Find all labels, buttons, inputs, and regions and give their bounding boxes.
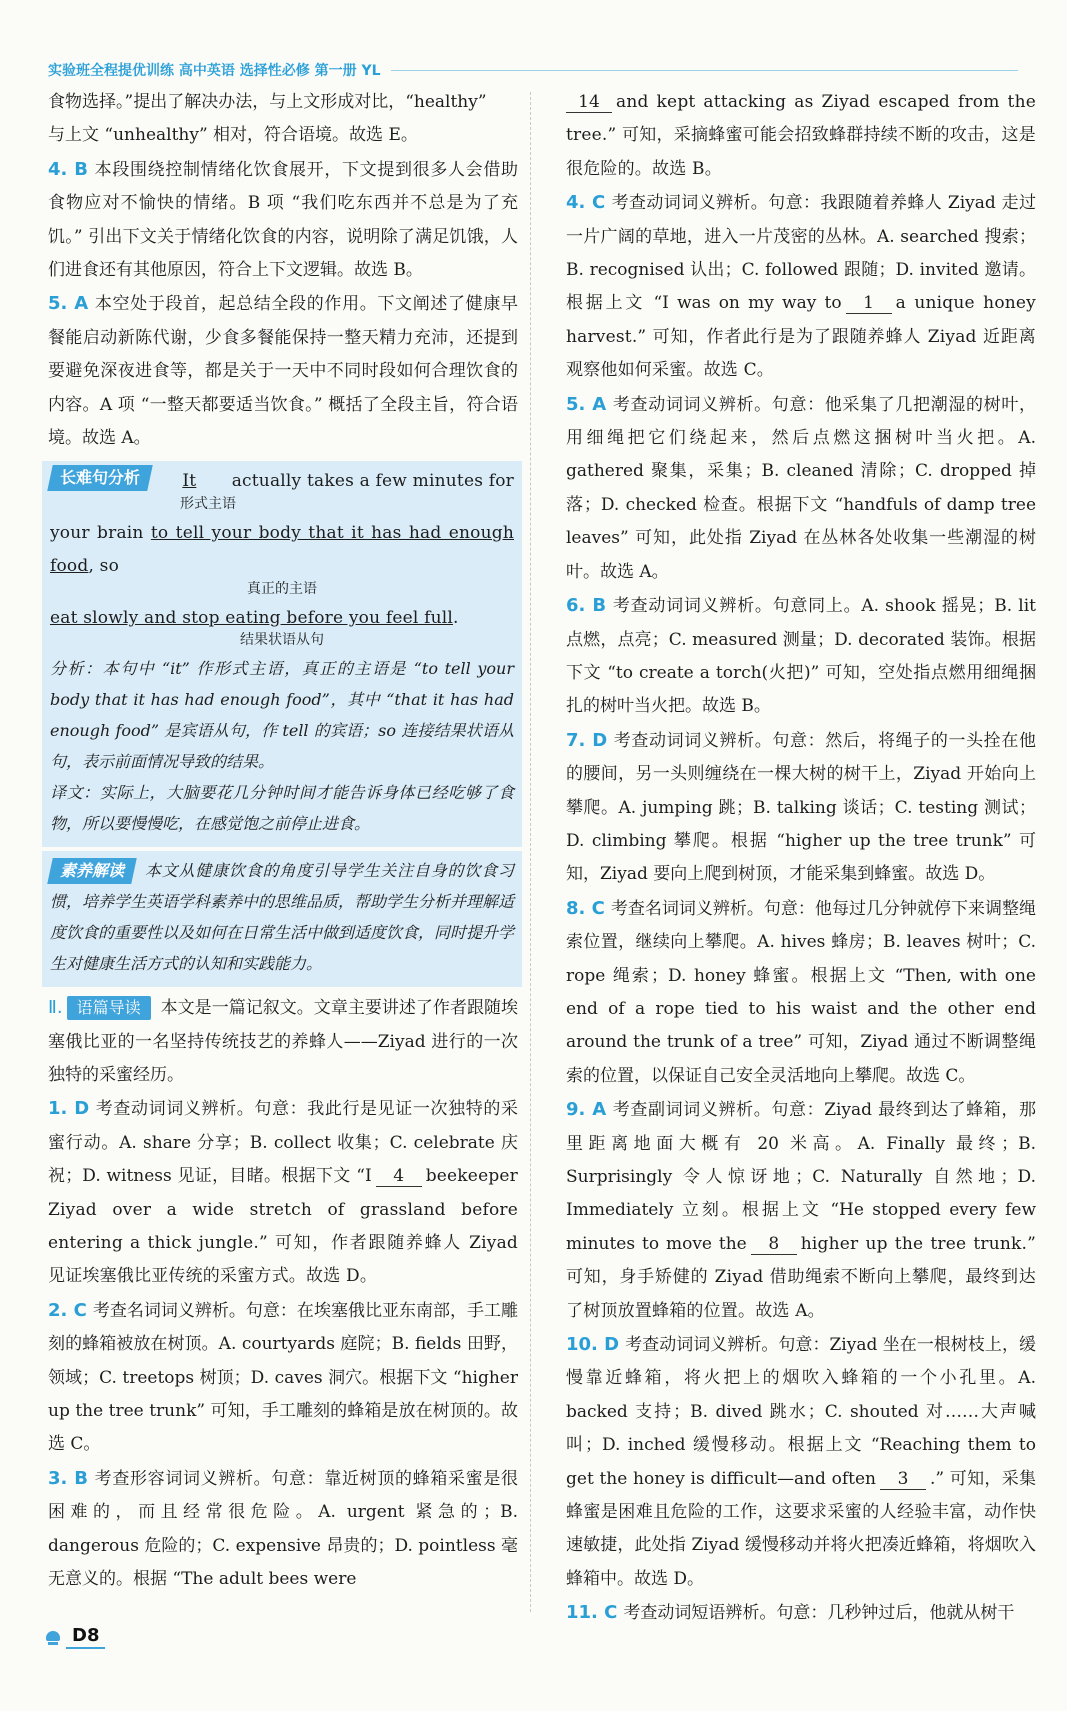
answer-item-3 — [48, 1462, 518, 1597]
answer-text: 考查动词短语辨析。句意：几秒钟过后，他就从树干 — [623, 1603, 1015, 1624]
header-title: 实验班全程提优训练 高中英语 选择性必修 第一册 YL — [48, 63, 381, 79]
sentence-line-3: eat slowly and stop eating before you feel full. — [50, 607, 459, 628]
sentence-line-2: your brain to tell your body that it has had enough food, so — [50, 522, 514, 577]
answer-text: 考查名词词义辨析。句意：他每过几分钟就停下来调整绳索位置，继续向上攀爬。A. hives 蜂房；B. leaves 树叶；C. rope 绳索；D. honey 蜂蜜。根据上文 “Then, with one end of a rope tied to his waist and the other end around the trunk of a tree” 可知，Ziyad 通过不断调整绳索的位置，以保证自己安全灵活地向上攀爬。故选 C。 — [566, 898, 1037, 1086]
answer-number: 8. C — [566, 897, 605, 919]
blank-ref: 14 — [566, 92, 612, 113]
result-clause: eat slowly and stop eating before you feel full — [50, 607, 453, 628]
answer-number: 11. C — [566, 1602, 618, 1624]
answer-number: 3. B — [48, 1467, 89, 1489]
answer-item-5 — [48, 287, 518, 455]
blank-ref: 3 — [880, 1469, 926, 1490]
answer-number: 7. D — [566, 729, 608, 751]
formal-subject: It — [182, 471, 197, 492]
note-real-subject: 真正的主语 — [247, 580, 317, 597]
intro-line-1: 食物选择。”提出了解决办法，与上文形成对比，“healthy” — [48, 92, 487, 112]
answer-text: 本空处于段首，起总结全段的作用。下文阐述了健康早餐能启动新陈代谢，少食多餐能保持一整天精力充沛，还提到要避免深夜进食等，都是关于一天中不同时段如何合理饮食的内容。A 项 “一整天都要适当饮食。” 概括了全段主旨，符合语境。故选 A。 — [48, 294, 518, 449]
blank-ref: 4 — [376, 1166, 422, 1187]
translation-text: 译文：实际上，大脑要花几分钟时间才能告诉身体已经吃够了食物，所以要慢慢吃，在感觉饱之前停止进食。 — [50, 783, 514, 834]
answer-item-5 — [566, 388, 1036, 589]
page-marker-icon — [46, 1629, 62, 1645]
right-column — [566, 86, 1036, 1631]
answer-item-6 — [566, 589, 1036, 724]
page-number: D8 — [66, 1625, 105, 1649]
sentence-line-1 — [50, 465, 514, 498]
answer-text: 考查动词词义辨析。句意：然后，将绳子的一头拴在他的腰间，另一头则缠绕在一棵大树的树干上，Ziyad 开始向上攀爬。A. jumping 跳；B. talking 谈话；C. testing 测试；D. climbing 攀爬。根据 “higher up the tree trunk” 可知，Ziyad 要向上爬到树顶，才能采集到蜂蜜。故选 D。 — [566, 730, 1036, 885]
literacy-interpretation-box — [42, 851, 522, 987]
page-footer — [46, 1625, 105, 1649]
blank-ref: 1 — [846, 293, 892, 314]
intro-line-2: 与上文 “unhealthy” 相对，符合语境。故选 E。 — [48, 125, 418, 146]
left-column — [48, 86, 518, 1596]
answer-number: 4. C — [566, 192, 606, 214]
answer-number: 2. C — [48, 1299, 87, 1321]
long-sentence-analysis-box — [42, 461, 522, 847]
answer-number: 6. B — [566, 595, 607, 617]
running-header — [48, 58, 1018, 82]
answer-number: 4. B — [48, 158, 89, 180]
note-formal-subject: 形式主语 — [180, 495, 236, 512]
section-number: Ⅱ. — [48, 997, 63, 1019]
answer-number: 10. D — [566, 1334, 620, 1356]
real-subject: to tell your body that it has had enough food — [50, 522, 514, 577]
analysis-text: 分析：本句中 “it” 作形式主语，真正的主语是 “to tell your body that it has had enough food”，其中 “that it has had enough food” 是宾语从句，作 tell 的宾语；so 连接结果状语从句，表示前面情况导致的结果。 — [50, 659, 514, 772]
answer-text: 考查动词词义辨析。句意同上。A. shook 摇晃；B. lit 点燃，点亮；C. measured 测量；D. decorated 装饰。根据下文 “to create a torch(火把)” 可知，空处指点燃用细绳捆扎的树叶当火把。故选 B。 — [566, 596, 1037, 717]
literacy-text: 本文从健康饮食的角度引导学生关注自身的饮食习惯，培养学生英语学科素养中的思维品质，帮助学生分析并理解适度饮食的重要性以及如何在日常生活中做到适度饮食，同时提升学生对健康生活方式的认知和实践能力。 — [50, 861, 515, 974]
answer-text: 考查形容词词义辨析。句意：靠近树顶的蜂箱采蜜是很困难的，而且经常很危险。A. urgent 紧急的；B. dangerous 危险的；C. expensive 昂贵的；D. pointless 毫无意义的。根据 “The adult bees were — [48, 1468, 518, 1589]
answer-item-11 — [566, 1596, 1036, 1630]
answer-text: 本段围绕控制情绪化饮食展开，下文提到很多人会借助食物应对不愉快的情绪。B 项 “我们吃东西并不总是为了充饥。” 引出下文关于情绪化饮食的内容，说明除了满足饥饿，人们进食还有其他原因，符合上下文逻辑。故选 B。 — [48, 159, 518, 281]
answer-item-10: 10. D 考查动词词义辨析。句意：Ziyad 坐在一根树枝上，缓慢靠近蜂箱，将火把上的烟吹入蜂箱的一个小孔里。A. backed 支持；B. dived 跳水；C. shouted 对……大声喊叫；D. inched 缓慢移动。根据上文 “Reaching them to get the honey is difficult—and often 3 .” 可知，采集蜂蜜是困难且危险的工作，这要求采蜜的人经验丰富，动作快速敏捷，此处指 Ziyad 缓慢移动并将火把凑近蜂箱，将烟吹入蜂箱中。故选 D。 — [566, 1334, 1036, 1589]
answer-item-2 — [48, 1294, 518, 1462]
box-tag: 素养解读 — [47, 858, 137, 884]
answer-item-1: 1. D 考查动词词义辨析。句意：我此行是见证一次独特的采蜜行动。A. share 分享；B. collect 收集；C. celebrate 庆祝；D. witness 见证，目睹。根据下文 “I 4 beekeeper Ziyad over a wide stretch of grassland before entering a thick jungle.” 可知，作者跟随养蜂人 Ziyad 见证埃塞俄比亚传统的采蜜方式。故选 D。 — [48, 1098, 518, 1287]
note-result-clause: 结果状语从句 — [240, 632, 324, 649]
answer-item-8 — [566, 892, 1036, 1093]
sentence-part: actually takes a few minutes for — [231, 471, 514, 492]
answer-item-7 — [566, 724, 1036, 892]
answer-text: 考查名词词义辨析。句意：在埃塞俄比亚东南部，手工雕刻的蜂箱被放在树顶。A. courtyards 庭院；B. fields 田野，领域；C. treetops 树顶；D. caves 洞穴。根据下文 “higher up the tree trunk” 可知，手工雕刻的蜂箱是放在树顶的。故选 C。 — [48, 1300, 519, 1455]
answer-number: 5. A — [566, 393, 607, 415]
guide-text: 本文是一篇记叙文。文章主要讲述了作者跟随埃塞俄比亚的一名坚持传统技艺的养蜂人——Ziyad 进行的一次独特的采蜜经历。 — [48, 998, 518, 1085]
answer-text: 考查动词词义辨析。句意：他采集了几把潮湿的树叶，用细绳把它们绕起来，然后点燃这捆树叶当火把。A. gathered 聚集，采集；B. cleaned 清除；C. dropped 掉落；D. checked 检查。根据下文 “handfuls of damp tree leaves” 可知，此处指 Ziyad 在丛林各处收集一些潮湿的树叶。故选 A。 — [566, 394, 1036, 582]
answer-item-4: 4. C 考查动词词义辨析。句意：我跟随着养蜂人 Ziyad 走过一片广阔的草地，进入一片茂密的丛林。A. searched 搜索；B. recognised 认出；C. followed 跟随；D. invited 邀请。根据上文 “I was on my way to 1 a unique honey harvest.” 可知，作者此行是为了跟随养蜂人 Ziyad 近距离观察他如何采蜜。故选 C。 — [566, 192, 1036, 381]
answer-number: 1. D — [48, 1098, 90, 1120]
answer-item-3-continued: 14 and kept attacking as Ziyad escaped from the tree.” 可知，采摘蜂蜜可能会招致蜂群持续不断的攻击，这是很危险的。故选 B。 — [566, 92, 1036, 179]
answer-item-4 — [48, 153, 518, 288]
answer-item-9: 9. A 考查副词词义辨析。句意：Ziyad 最终到达了蜂箱，那里距离地面大概有 20 米高。A. Finally 最终；B. Surprisingly 令人惊讶地；C. Naturally 自然地；D. Immediately 立刻。根据上文 “He stopped every few minutes to move the 8 higher up the tree trunk.” 可知，身手矫健的 Ziyad 借助绳索不断向上攀爬，最终到达了树顶放置蜂箱的位置。故选 A。 — [566, 1099, 1037, 1321]
section-2-guide — [48, 991, 518, 1092]
answer-number: 5. A — [48, 293, 89, 315]
guide-tag: 语篇导读 — [67, 996, 151, 1020]
blank-ref: 8 — [751, 1234, 797, 1255]
answer-number: 9. A — [566, 1099, 607, 1121]
header-rule — [391, 70, 1018, 71]
column-divider — [530, 92, 531, 1612]
box-tag: 长难句分析 — [47, 465, 153, 491]
